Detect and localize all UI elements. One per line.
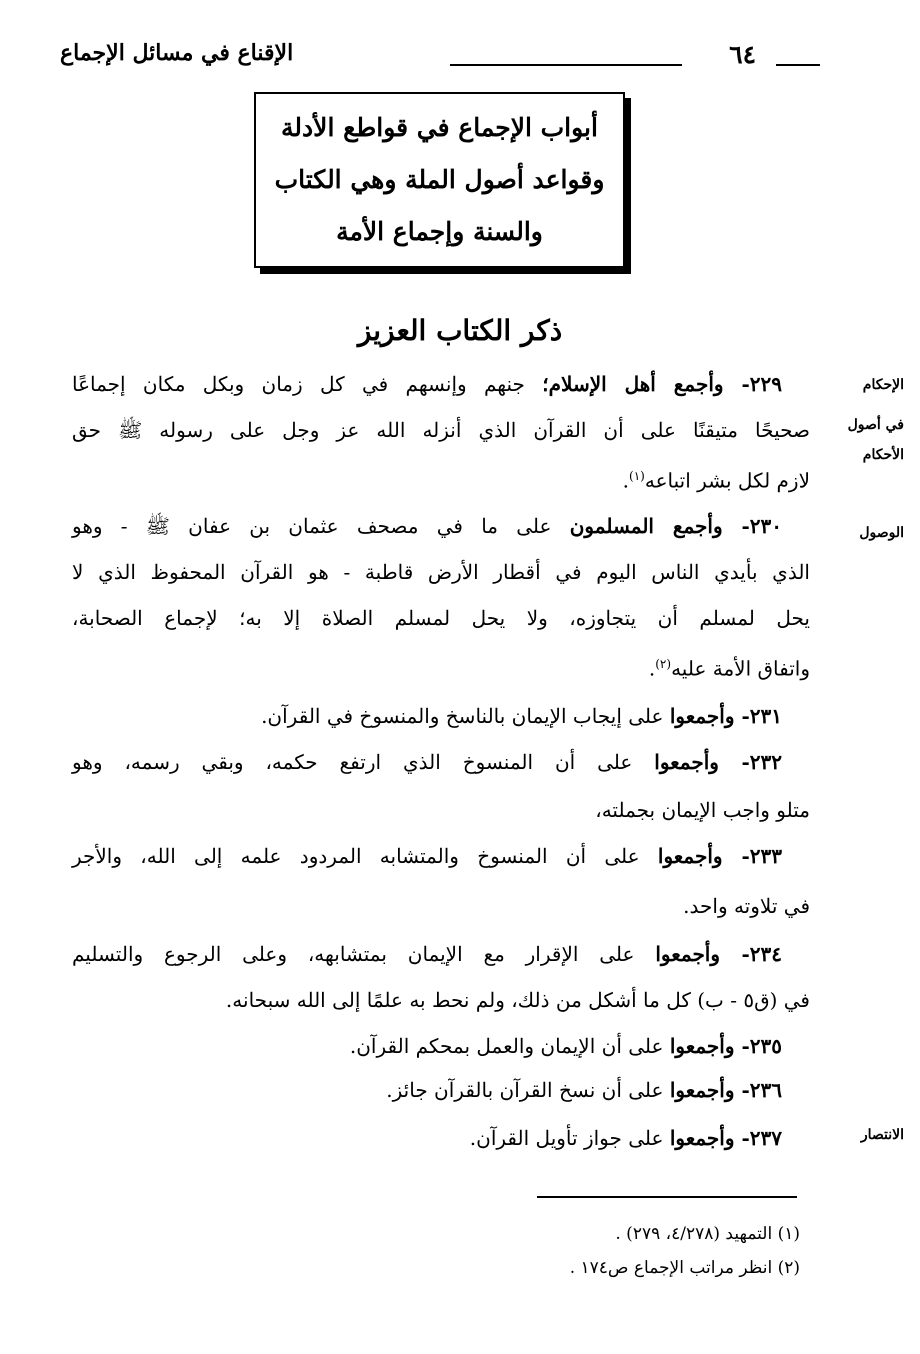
- entry-text: على ما في مصحف عثمان بن عفان ﷺ - وهو: [72, 514, 552, 538]
- paragraph-line: [72, 938, 782, 970]
- section-title: ذكر الكتاب العزيز: [357, 314, 563, 347]
- footnote: (١) التمهيد (٤/٢٧٨، ٢٧٩) .: [615, 1224, 800, 1244]
- footnote-ref: (٢): [655, 657, 672, 671]
- entry-text: على أن نسخ القرآن بالقرآن جائز.: [386, 1078, 664, 1102]
- chapter-title-line: والسنة وإجماع الأمة: [336, 217, 543, 246]
- paragraph-line: [72, 1122, 782, 1154]
- side-note: الانتصار: [860, 1127, 904, 1143]
- entry-lead: ٢٣١- وأجمعوا: [669, 704, 782, 728]
- entry-text: جنهم وإنسهم في كل زمان وبكل مكان إجماعًا: [72, 372, 525, 396]
- entry-text: واتفاق الأمة عليه: [671, 656, 810, 681]
- paragraph-line: [72, 700, 782, 732]
- footnote: (٢) انظر مراتب الإجماع ص١٧٤ .: [569, 1258, 800, 1278]
- book-title: الإقناع في مسائل الإجماع: [60, 40, 294, 66]
- paragraph-line: يحل لمسلم أن يتجاوزه، ولا يحل لمسلم الصلاة إلا به؛ لإجماع الصحابة،: [72, 606, 810, 630]
- paragraph-line: في تلاوته واحد.: [683, 894, 810, 918]
- entry-text: على أن الإيمان والعمل بمحكم القرآن.: [349, 1034, 664, 1058]
- footnote-rule: [537, 1196, 797, 1198]
- entry-text: لازم لكل بشر اتباعه: [644, 468, 810, 493]
- chapter-title-box: [254, 92, 625, 268]
- punctuation: .: [648, 656, 656, 681]
- paragraph-line: [72, 460, 810, 497]
- side-note: الإحكام: [862, 377, 904, 393]
- entry-lead: ٢٢٩- وأجمع أهل الإسلام؛: [542, 372, 783, 396]
- paragraph-line: [72, 648, 810, 685]
- entry-text: على أن المنسوخ والمتشابه المردود علمه إلى الله، والأجر: [72, 844, 640, 868]
- paragraph-line: متلو واجب الإيمان بجملته،: [595, 798, 810, 822]
- entry-lead: ٢٣٦- وأجمعوا: [669, 1078, 782, 1102]
- footnote-ref: (١): [629, 469, 645, 483]
- entry-text: على الإقرار مع الإيمان بمتشابهه، وعلى الرجوع والتسليم: [72, 942, 635, 966]
- entry-lead: ٢٣٥- وأجمعوا: [669, 1034, 782, 1058]
- chapter-title-line: وقواعد أصول الملة وهي الكتاب: [274, 165, 605, 194]
- side-note: الوصول: [859, 525, 904, 541]
- punctuation: .: [622, 468, 630, 493]
- entry-lead: ٢٣٧- وأجمعوا: [669, 1126, 782, 1150]
- paragraph-line: صحيحًا متيقنًا على أن القرآن الذي أنزله الله عز وجل على رسوله ﷺ حق: [72, 418, 810, 442]
- entry-text: على جواز تأويل القرآن.: [469, 1126, 664, 1150]
- entry-lead: ٢٣٢- وأجمعوا: [654, 750, 783, 774]
- paragraph-line: الذي بأيدي الناس اليوم في أقطار الأرض قاطبة - هو القرآن المحفوظ الذي لا: [72, 560, 810, 584]
- chapter-title-line: أبواب الإجماع في قواطع الأدلة: [281, 113, 598, 142]
- paragraph-line: [72, 840, 782, 872]
- side-note: الأحكام: [862, 447, 904, 463]
- entry-lead: ٢٣٣- وأجمعوا: [657, 844, 782, 868]
- entry-lead: ٢٣٠- وأجمع المسلمون: [569, 514, 783, 538]
- paragraph-line: [72, 1030, 782, 1062]
- entry-lead: ٢٣٤- وأجمعوا: [655, 942, 782, 966]
- page-number: ٦٤: [729, 40, 756, 69]
- paragraph-line: [72, 1074, 782, 1106]
- header-rule-middle: [450, 64, 682, 66]
- side-note: في أصول: [847, 417, 904, 433]
- paragraph-line: [72, 510, 782, 542]
- paragraph-line: في (ق٥ - ب) كل ما أشكل من ذلك، ولم نحط به علمًا إلى الله سبحانه.: [225, 988, 810, 1012]
- paragraph-line: [72, 368, 782, 400]
- paragraph-line: [72, 746, 782, 778]
- entry-text: على أن المنسوخ الذي ارتفع حكمه، وبقي رسمه، وهو: [72, 750, 633, 774]
- entry-text: على إيجاب الإيمان بالناسخ والمنسوخ في القرآن.: [261, 704, 664, 728]
- running-header: [60, 30, 820, 90]
- header-rule-right: [776, 64, 820, 66]
